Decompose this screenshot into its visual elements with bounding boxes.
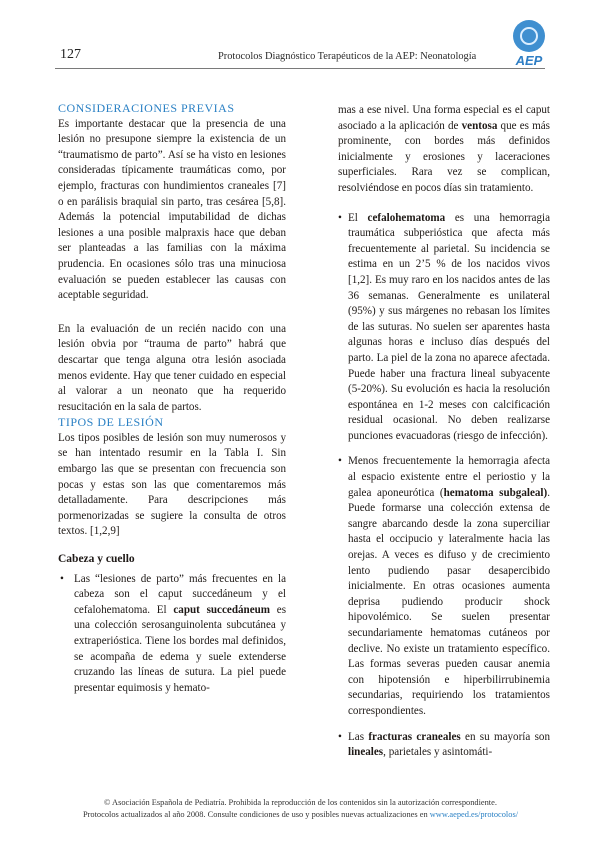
right-column — [338, 103, 550, 771]
list-item: • Menos frecuentemente la hemorragia afecta al espacio existente entre el periostio y la galea aponeurótica (hematoma subgaleal). Puede formarse una colección extensa de sangre abarcando desde la zona superciliar hasta el occipucio y lateralmente hacia las orejas. A veces es difuso y de crecimiento lento pudiendo pasar desapercibido inicialmente. En otras ocasiones aumenta deprisa pudiendo producir shock hipovolémico. Se suelen presentar secundariamente hematomas cutáneos por declive. No existe un tratamiento específico. Las formas severas pueden causar anemia con hipotensión e hiperbilirrubinemia secundarias, requiriendo los tratamientos correspondientes. — [338, 455, 550, 717]
footer-update-note: Protocolos actualizados al año 2008. Consulte condiciones de uso y posibles nuevas actualizaciones en www.aeped.es/protocolos/ — [82, 810, 519, 819]
running-title: Protocolos Diagnóstico Terapéuticos de la AEP: Neonatología — [218, 51, 477, 62]
footer-copyright: © Asociación Española de Pediatría. Prohibida la reproducción de los contenidos sin la autorización correspondiente. — [104, 798, 497, 807]
left-column — [58, 101, 286, 696]
heading-consideraciones: CONSIDERACIONES PREVIAS — [58, 101, 235, 115]
header-rule — [55, 68, 545, 69]
aep-emblem-icon — [513, 20, 545, 52]
subheading-cabeza: Cabeza y cuello — [58, 553, 135, 566]
bullet-icon: • — [338, 730, 342, 743]
bullet-list — [58, 572, 286, 697]
paragraph-2: En la evaluación de un recién nacido con una lesión obvia por “trauma de parto” habrá que descartar que tenga alguna otra lesión asociada menos evidente. Hay que tener cuidado en especial al valorar a un neonato que ha requerido resucitación en la sala de partos. — [58, 322, 286, 413]
bullet-icon: • — [338, 211, 342, 224]
protocols-link[interactable]: www.aeped.es/protocolos/ — [429, 810, 519, 819]
bullet-list — [338, 211, 550, 761]
bullet-icon: • — [60, 572, 64, 585]
list-item: • Las fracturas craneales en su mayoría son lineales, parietales y asintomáti- — [338, 730, 551, 759]
page-number: 127 — [60, 47, 81, 62]
list-item: • Las “lesiones de parto” más frecuentes en la cabeza son el caput succedáneum y el cefalohematoma. El caput succedáneum es una colección serosanguinolenta subcutánea y extraperióstica. Tiene los bordes mal definidos, se acompaña de edema y suele extenderse cruzando las líneas de sutura. La piel puede presentar equimosis y hemato- — [60, 572, 287, 694]
heading-tipos: TIPOS DE LESIÓN — [58, 415, 164, 430]
aep-logo — [510, 20, 548, 78]
paragraph-1: Es importante destacar que la presencia de una lesión no presupone siempre la existencia de un “traumatismo de parto”. Así se ha visto en lesiones consideradas típicamente traumáticas como, por ejemplo, fracturas con hundimientos craneales [7] o en parálisis braquial sin parto, tras cesárea [5,8]. Además la potencial imputabilidad de dichas lesiones a una posible malpraxis hace que deban ser planteadas a las familias con la máxima prudencia. En ocasiones sólo tras una minuciosa evaluación se pueden establecer las causas con aceptable seguridad. — [58, 117, 286, 302]
list-item: • El cefalohematoma es una hemorragia traumática subperióstica que afecta más frecuentemente al parietal. Su incidencia se estima en un 2’5 % de los nacidos vivos [1,2]. Es muy raro en los nacidos antes de las 36 semanas. Generalmente es unilateral (95%) y sus márgenes no rebasan los límites de las suturas. No suelen ser aparentes hasta algunas horas e incluso días después del parto. La piel de la zona no aparece afectada. Puede haber una fractura lineal subyacente (5-20%). Su evolución es hacia la resolución espontánea en 1-2 meses con calcificación residual ocasional. No deben realizarse punciones evacuadoras (riesgo de infección). — [338, 211, 550, 442]
bullet-icon: • — [338, 455, 342, 468]
paragraph-3: Los tipos posibles de lesión son muy numerosos y se han intentado resumir en la Tabla I. Sin embargo las que se presentan con frecuencia son pocas y estas son las que comentaremos más detalladamente. Para descripciones más pormenorizadas se sugiere la consulta de otros textos. [1,2,9] — [58, 431, 286, 538]
continuation-paragraph: mas a ese nivel. Una forma especial es el caput asociado a la aplicación de ventosa que es más prominente, con bordes más definidos inicialmente y erosiones y laceraciones superficiales. Rara vez se complican, resolviéndose en pocos días sin tratamiento. — [338, 104, 550, 194]
logo-text: AEP — [515, 53, 543, 68]
